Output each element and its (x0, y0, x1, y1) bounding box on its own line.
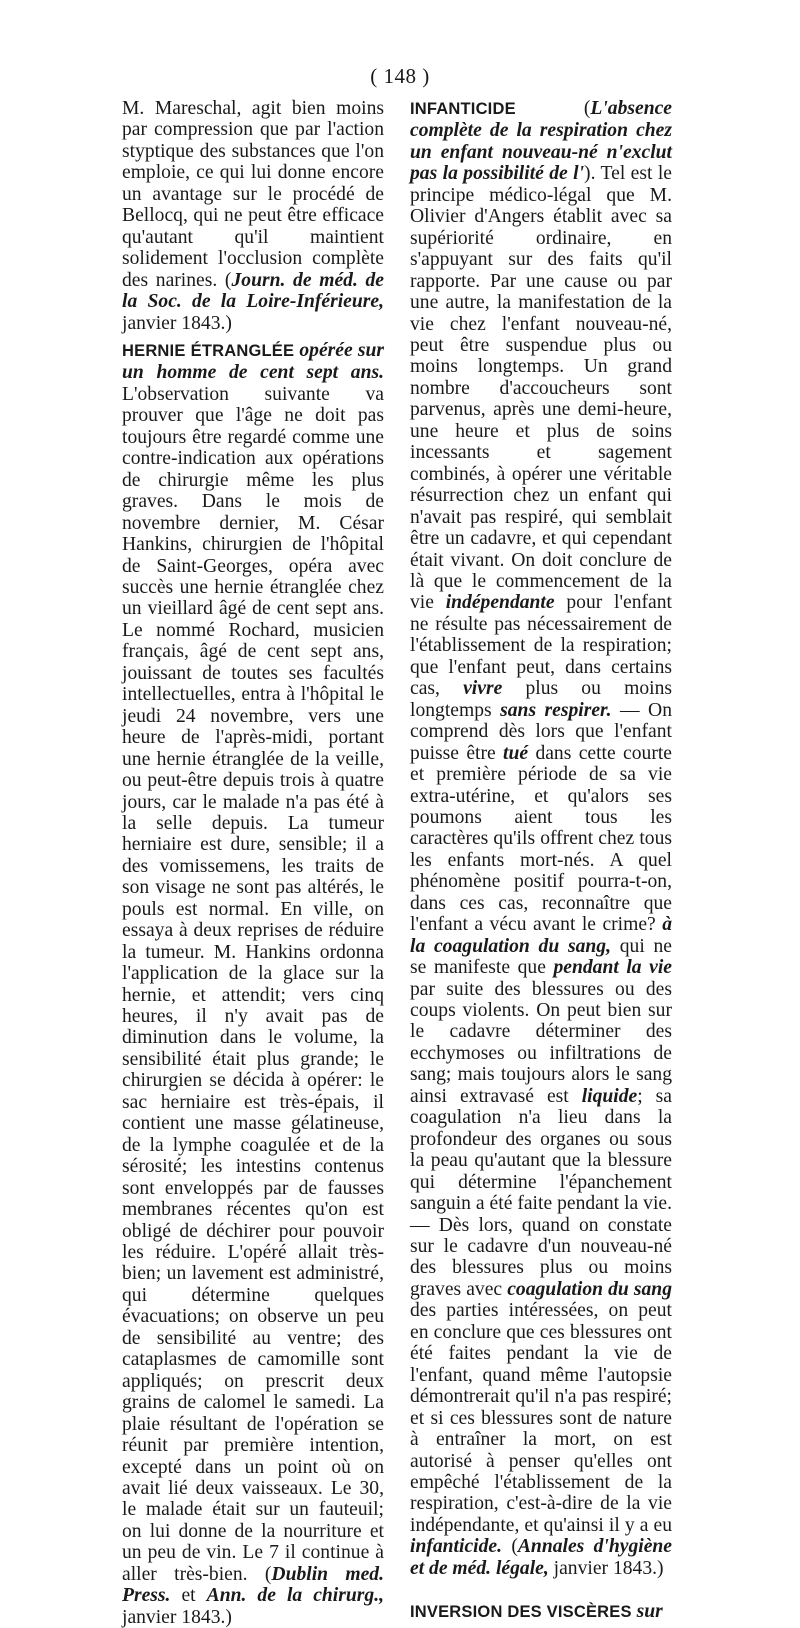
right-column (410, 98, 672, 1624)
article-text: dans cette courte et première période de sa vie extra-utérine, et qu'alors ses poumons aient tous les caractères qu'ils offrent chez tous les enfants mort-nés. A quel phénomène positif pourra-t-on, dans ces cas, reconnaître que l'enfant a vécu avant le crime? (410, 742, 672, 936)
article-text: par suite des blessures ou des coups violents. On peut bien sur le cadavre déterminer des ecchymoses ou infiltrations de sang; mais toujours alors le sang ainsi extravasé est (410, 978, 672, 1107)
article-text: plus ou moins longtemps (410, 678, 672, 721)
citation-date: janvier 1843.) (122, 312, 232, 334)
citation-source: Ann. de la chirurg., (206, 1585, 384, 1607)
emphasis-text: pendant la vie (553, 957, 672, 979)
article-text: qui ne se manifeste que (410, 935, 672, 979)
article-hernie-etranglee (122, 340, 384, 1628)
citation-connector: et (170, 1585, 207, 1607)
page-number: ( 148 ) (370, 64, 430, 88)
article-subheading: sur (631, 1601, 663, 1623)
paragraph-text: M. Mareschal, agit bien moins par compression que par l'action styptique des substances que l'on emploie, ce qui lui donne encore un avantage sur le procédé de Bellocq, qui ne peut être efficace qu'autant qu'il maintient solidement l'occlusion complète des narines. ( (122, 98, 384, 291)
emphasis-text: sans respirer. (500, 699, 612, 721)
citation-source: Annales d'hygiène et de méd. légale, (410, 1536, 672, 1579)
article-text: L'observation suivante va prouver que l'âge ne doit pas toujours être regardé comme une contre-indication aux opérations de chirurgie même les plus graves. Dans le mois de novembre dernier, M. César Hankins, chirurgien de l'hôpital de Saint-Georges, opéra avec succès une hernie étranglée chez un vieillard âgé de cent sept ans. Le nommé Rochard, musicien français, âgé de cent sept ans, jouissant de toutes ses facultés intellectuelles, entra à l'hôpital le jeudi 24 novembre, vers une heure de l'après-midi, portant une hernie étranglée de la veille, ou peut-être depuis trois à quatre jours, car le malade n'a pas été à la selle depuis. La tumeur herniaire est dure, sensible; il a des vomissemens, les traits de son visage ne sont pas altérés, le pouls est normal. En ville, on essaya à deux reprises de réduire la tumeur. M. Hankins ordonna l'application de la glace sur la hernie, et attendit; vers cinq heures, il n'y avait pas de diminution dans le volume, la sensibilité était plus grande; le chirurgien se décida à opérer: le sac herniaire est très-épais, il contient une masse gélatineuse, de la lymphe coagulée et de la sérosité; les intestins contenus sont enveloppés par de fausses membranes récentes qu'on est obligé de déchirer pour pouvoir les réduire. L'opéré allait très-bien; un lavement est administré, qui détermine quelques évacuations; on observe un peu de sensibilité au ventre; des cataplasmes de camomille sont appliqués; on prescrit deux grains de calomel le samedi. La plaie résultant de l'opération se réunit par première intention, excepté dans un point où on avait lié deux vaisseaux. Le 30, le malade était sur un fauteuil; on lui donne de la nourriture et un peu de vin. Le 7 il continue à aller très-bien. ( (122, 383, 384, 1585)
article-subheading: L'absence complète de la respiration chez un enfant nouveau-né n'exclut pas la possibilité de l' (410, 98, 672, 185)
citation-date: janvier 1843.) (548, 1557, 664, 1579)
emphasis-text: infanticide. (410, 1536, 502, 1558)
article-subheading: opérée sur un homme de cent sept ans. (122, 339, 384, 384)
article-text: ( (501, 1536, 518, 1558)
article-text: des parties intéressées, on peut en conclure que ces blessures ont été faites pendant la vie de l'enfant, quand même l'autopsie démontrerait qu'il n'a pas respiré; et si ces blessures sont de nature à entraîner la mort, on est autorisé à penser qu'elles ont empêché l'établissement de la respiration, c'est-à-dire de la vie indépendante, et qu'ainsi il y a eu (410, 1300, 672, 1536)
article-text: ( (515, 98, 591, 119)
article-inversion-visceres (410, 1601, 672, 1623)
emphasis-text: indépendante (445, 592, 555, 614)
citation-source: Journ. de méd. de la Soc. de la Loire-Inférieure, (122, 269, 385, 313)
emphasis-text: coagulation du sang (507, 1278, 672, 1300)
emphasis-text: liquide (581, 1085, 638, 1107)
emphasis-text: vivre (463, 678, 503, 700)
article-heading: HERNIE ÉTRANGLÉE (122, 341, 295, 360)
article-text: — On comprend dès lors que l'enfant puisse être (410, 699, 672, 764)
article-heading: INFANTICIDE (410, 100, 516, 118)
article-heading: INVERSION DES VISCÈRES (410, 1603, 632, 1622)
article-text: ). Tel est le principe médico-légal que M. Olivier d'Angers établit avec sa supériorité ordinaire, en s'appuyant sur des faits qu'il rapporte. Par une cause ou par une autre, la manifestation de la vie chez l'enfant nouveau-né, peut être suspendue plus ou moins longtemps. Un grand nombre d'accoucheurs sont parvenus, après une demi-heure, une heure et plus de soins incessants et sagement combinés, à opérer une véritable résurrection chez un enfant qui n'avait pas respiré, qui semblait être un cadavre, et qui cependant était vivant. On doit conclure de là que le commencement de la vie (410, 163, 672, 614)
article-text: pour l'enfant ne résulte pas nécessairement de l'établissement de la respiration; que l'enfant peut, dans certains cas, (410, 592, 672, 700)
article-text: ; sa coagulation n'a lieu dans la profondeur des organes ou sous la peau qu'autant que la blessure qui détermine l'épanchement sanguin a été faite pendant la vie. — Dès lors, quand on constate sur le cadavre d'un nouveau-né des blessures plus ou moins graves avec (410, 1085, 672, 1300)
article-infanticide (410, 98, 672, 1579)
paragraph-epistaxis-conclusion (122, 98, 384, 334)
citation-source: Dublin med. Press. (122, 1563, 384, 1607)
citation-date: janvier 1843.) (122, 1606, 232, 1628)
emphasis-text: tué (503, 742, 529, 764)
emphasis-text: à la coagulation du sang, (410, 914, 672, 957)
left-column (122, 98, 384, 1628)
